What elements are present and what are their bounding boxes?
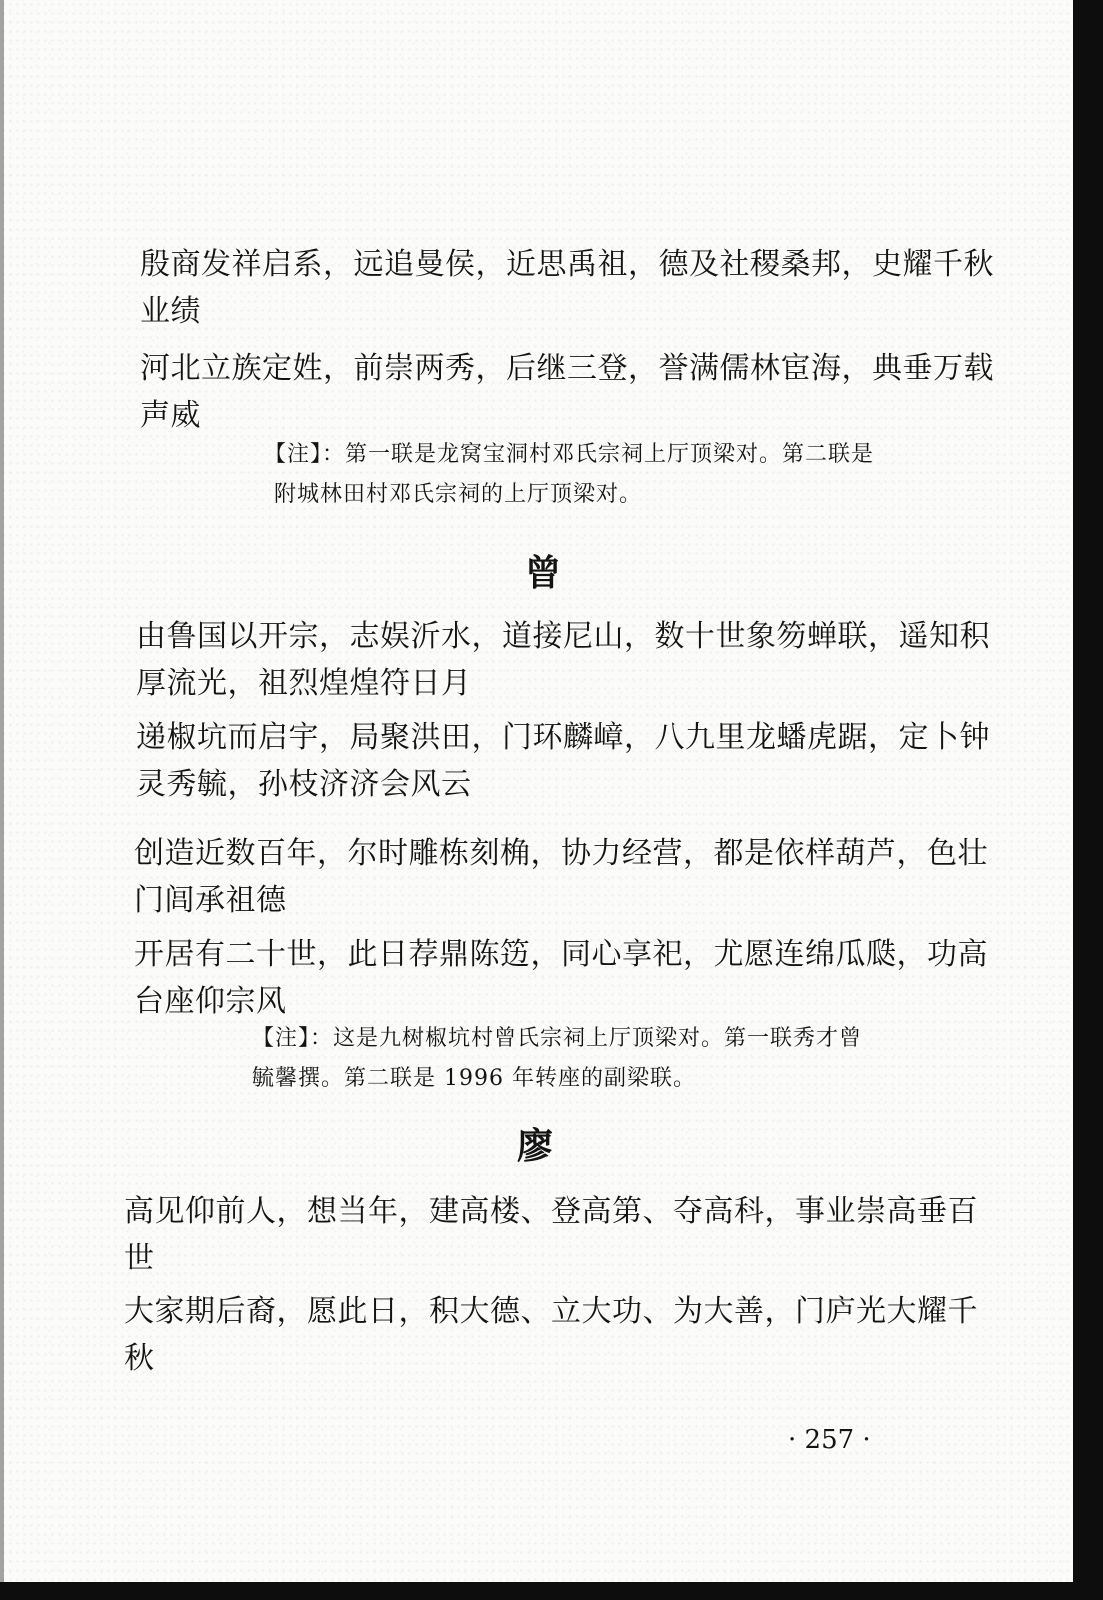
scan-edge-right [1073,0,1103,1600]
couplet-line: 秋 [124,1341,155,1376]
couplet-line: 河北立族定姓，前崇两秀，后继三登，誉满儒林宦海，典垂万载 [140,351,994,386]
couplet-line: 由鲁国以开宗，志娱沂水，道接尼山，数十世象笏蝉联，遥知积 [136,619,990,654]
scan-edge-bottom [0,1582,1103,1600]
couplet-line: 殷商发祥启系，远追曼侯，近思禹祖，德及社稷桑邦，史耀千秋 [140,247,994,282]
couplet-line: 厚流光，祖烈煌煌符日月 [136,666,472,701]
couplet-line: 台座仰宗风 [134,984,287,1019]
couplet-line: 开居有二十世，此日荐鼎陈笾，同心享祀，尤愿连绵瓜瓞，功高 [134,937,988,972]
annotation-note: 【注】：这是九树椒坑村曾氏宗祠上厅顶梁对。第一联秀才曾 [252,1026,863,1051]
couplet-line: 门闾承祖德 [134,883,287,918]
annotation-note: 附城林田村邓氏宗祠的上厅顶梁对。 [274,482,643,507]
couplet-line: 递椒坑而启宇，局聚洪田，门环麟嶂，八九里龙蟠虎踞，定卜钟 [136,720,990,755]
couplet-line: 创造近数百年，尔时雕栋刻桷，协力经营，都是依样葫芦，色壮 [134,836,988,871]
couplet-line: 高见仰前人，想当年，建高楼、登高第、夺高科，事业崇高垂百 [124,1194,978,1229]
couplet-line: 大家期后裔，愿此日，积大德、立大功、为大善，门庐光大耀千 [124,1294,978,1329]
couplet-line: 业绩 [140,294,201,329]
couplet-line: 声威 [140,398,201,433]
couplet-line: 世 [124,1241,155,1276]
scan-edge-left [0,0,4,1600]
couplet-line: 灵秀毓，孙枝济济会风云 [136,767,472,802]
surname-heading: 曾 [525,552,562,594]
surname-heading: 廖 [517,1125,554,1167]
annotation-note: 毓馨撰。第二联是 1996 年转座的副梁联。 [252,1066,696,1091]
page-number: · 257 · [788,1425,871,1455]
annotation-note: 【注】：第一联是龙窝宝洞村邓氏宗祠上厅顶梁对。第二联是 [264,442,875,467]
